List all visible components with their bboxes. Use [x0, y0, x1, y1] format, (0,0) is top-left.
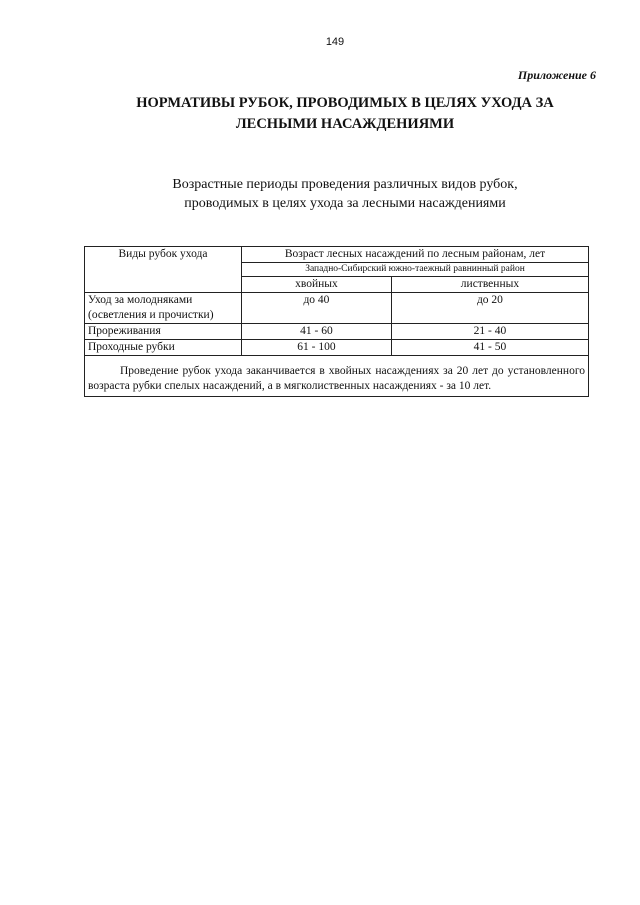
- header-age: Возраст лесных насаждений по лесным районам, лет: [242, 247, 589, 263]
- title-line-2: ЛЕСНЫМИ НАСАЖДЕНИЯМИ: [235, 116, 455, 132]
- row-deciduous-age: 21 - 40: [391, 324, 588, 340]
- row-type-line-2: (осветления и прочистки): [88, 309, 214, 321]
- header-deciduous: лиственных: [391, 277, 588, 293]
- table-subtitle: [90, 175, 600, 213]
- subtitle-line-2: проводимых в целях ухода за лесными насаждениями: [184, 196, 506, 211]
- table-note-text: Проведение рубок ухода заканчивается в хвойных насаждениях за 20 лет до установленного возраста рубки спелых насаждений, а в мягколиственных насаждениях - за 10 лет.: [88, 365, 585, 392]
- document-title: [90, 93, 600, 135]
- row-deciduous-age: 41 - 50: [391, 340, 588, 356]
- row-deciduous-age: до 20: [391, 293, 588, 324]
- table-row: [85, 324, 589, 340]
- table-note: [85, 356, 589, 397]
- header-conifer: хвойных: [242, 277, 392, 293]
- table-row: [85, 340, 589, 356]
- table-header-row: [85, 247, 589, 263]
- row-conifer-age: 61 - 100: [242, 340, 392, 356]
- thinning-norms-table: [84, 246, 589, 397]
- row-type-line-1: Уход за молодняками: [88, 294, 193, 306]
- appendix-label: Приложение 6: [517, 68, 596, 82]
- row-conifer-age: до 40: [242, 293, 392, 324]
- header-thinning-type: Виды рубок ухода: [85, 247, 242, 293]
- title-line-1: НОРМАТИВЫ РУБОК, ПРОВОДИМЫХ В ЦЕЛЯХ УХОДА ЗА: [136, 95, 554, 111]
- row-type: Проходные рубки: [85, 340, 242, 356]
- header-region: Западно-Сибирский южно-таежный равнинный район: [242, 263, 589, 277]
- row-conifer-age: 41 - 60: [242, 324, 392, 340]
- subtitle-line-1: Возрастные периоды проведения различных видов рубок,: [172, 177, 518, 192]
- row-type: Прореживания: [85, 324, 242, 340]
- table-note-row: [85, 356, 589, 397]
- table-row: [85, 293, 589, 324]
- page-number: 149: [325, 36, 345, 48]
- row-type: [85, 293, 242, 324]
